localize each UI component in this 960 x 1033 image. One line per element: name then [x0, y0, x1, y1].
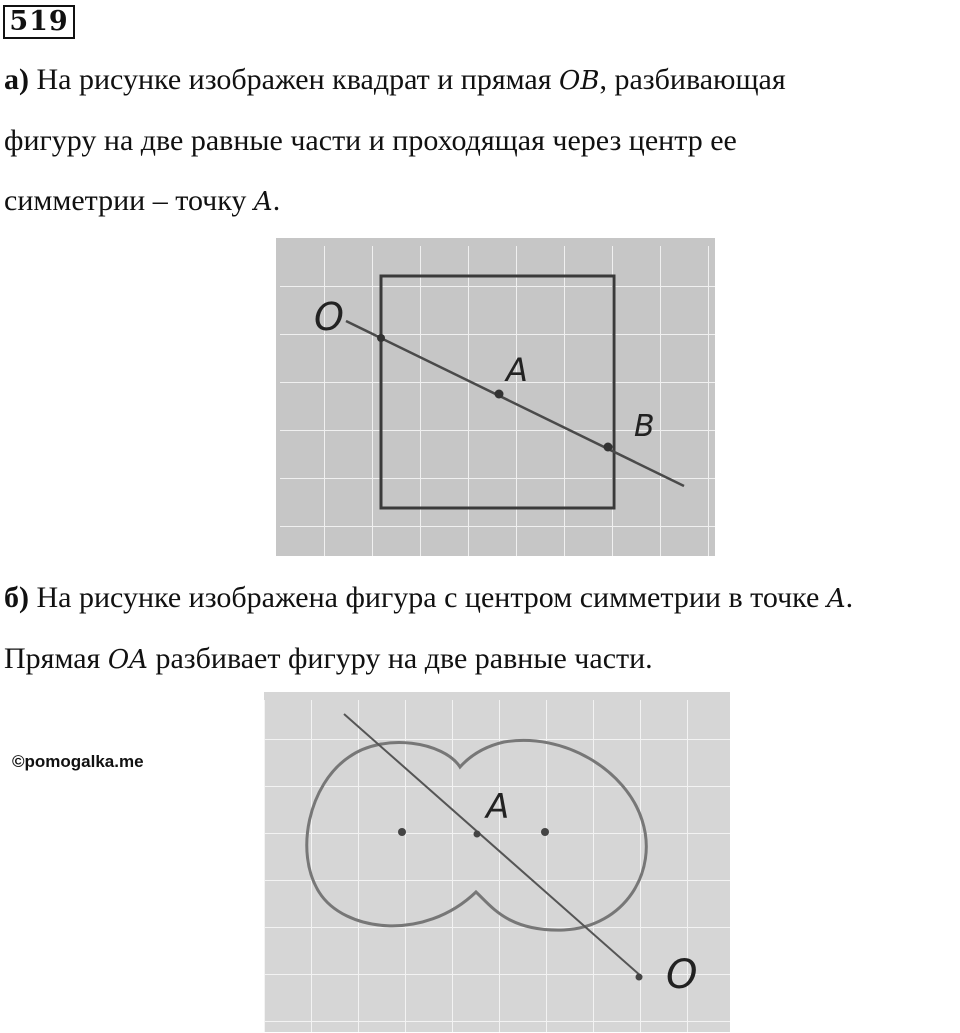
figure-a-svg	[276, 238, 715, 556]
point-left-center	[398, 828, 406, 836]
part-a-text-1: На рисунке изображен квадрат и прямая	[29, 63, 560, 96]
part-b-line-2	[4, 641, 653, 678]
figure-b-svg	[264, 692, 730, 1032]
label-o: O	[666, 952, 698, 998]
part-b-text-1: На рисунке изображена фигура с центром симметрии в точке	[29, 581, 827, 614]
part-a-line-2: фигуру на две равные части и проходящая через центр ее	[4, 124, 737, 157]
label-o: O	[314, 295, 344, 339]
problem-number: 519	[3, 5, 75, 39]
part-a-text-3b: .	[272, 184, 281, 217]
part-a-label: а)	[4, 63, 29, 96]
part-b-label: б)	[4, 581, 29, 614]
part-a-text-3: симметрии – точку	[4, 184, 254, 217]
part-b-text-2: Прямая	[4, 642, 108, 675]
part-a-text-1b: , разбивающая	[599, 63, 786, 96]
point-right-center	[541, 828, 549, 836]
part-b-line-1	[4, 580, 853, 617]
point-o	[636, 974, 643, 981]
label-a: A	[486, 787, 510, 827]
part-b-text-2b: разбивает фигуру на две равные части.	[147, 642, 653, 675]
label-a: A	[506, 351, 528, 389]
point-b	[604, 443, 613, 452]
part-b-var-a: A	[826, 584, 846, 614]
part-a-var-ob: OB	[559, 66, 600, 96]
point-left	[377, 334, 385, 342]
figure-b-shape	[264, 692, 730, 1032]
figure-a-square	[276, 238, 715, 556]
part-b-var-oa: OA	[107, 645, 148, 675]
part-a-line-3	[4, 183, 280, 220]
label-b: B	[634, 409, 655, 444]
point-a	[495, 390, 504, 399]
part-a-var-a: A	[253, 187, 273, 217]
point-a	[474, 831, 481, 838]
watermark: ©pomogalka.me	[12, 752, 144, 771]
part-b-text-1b: .	[845, 581, 854, 614]
part-a-line-1	[4, 62, 786, 99]
